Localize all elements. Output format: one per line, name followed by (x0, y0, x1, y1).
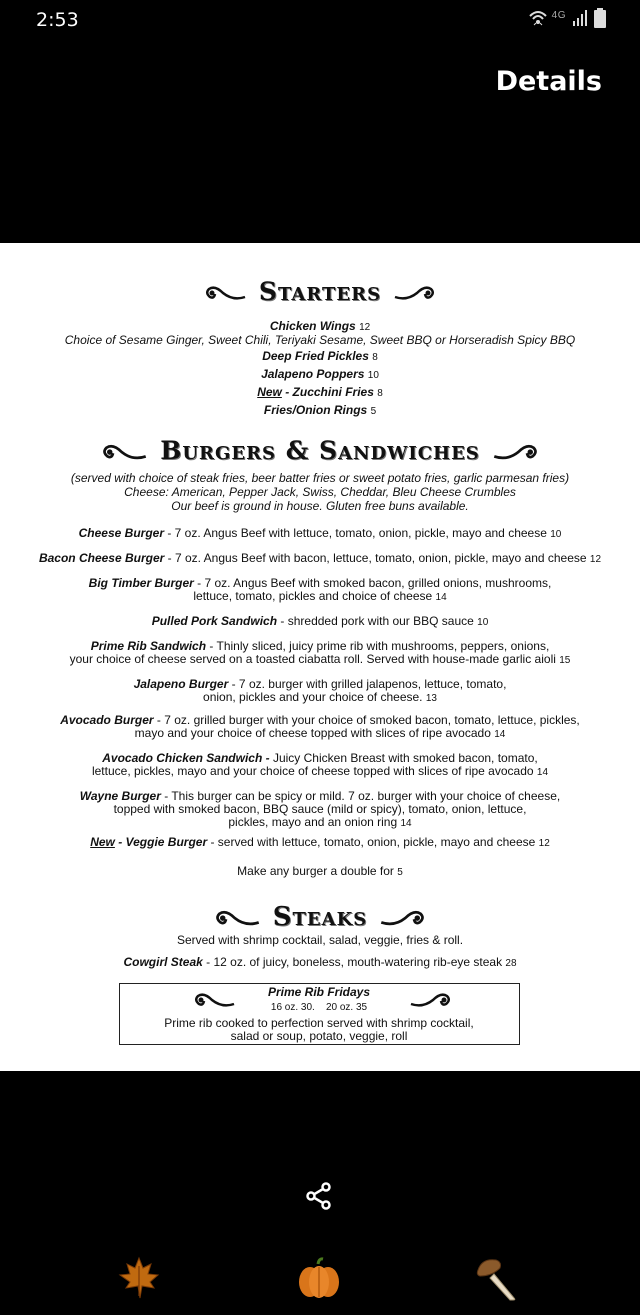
right-scroll-ornament (492, 439, 538, 463)
jalapeno-burger-item: Jalapeno Burger - 7 oz. burger with grilled jalapenos, lettuce, tomato, (133, 677, 507, 691)
prime-rib-fridays-prices: 16 oz. 30. 20 oz. 35 (270, 1002, 368, 1013)
chicken-wings-item: Chicken Wings 12 (269, 319, 371, 333)
deep-fried-pickles-item: Deep Fried Pickles 8 (262, 349, 378, 363)
mushroom-icon[interactable] (474, 1256, 520, 1307)
avocado-burger-item: Avocado Burger - 7 oz. grilled burger with your choice of smoked bacon, tomato, lettuce, pickles, (60, 713, 580, 727)
prime-rib-fridays-box (119, 983, 520, 1045)
left-scroll-ornament (215, 905, 261, 929)
battery-icon (594, 8, 606, 33)
big-timber-burger-desc: lettuce, tomato, pickles and choice of cheese 14 (193, 589, 447, 603)
pulled-pork-item: Pulled Pork Sandwich - shredded pork with our BBQ sauce 10 (151, 614, 489, 628)
wayne-burger-item: Wayne Burger - This burger can be spicy or mild. 7 oz. burger with your choice of cheese, (79, 789, 561, 803)
left-scroll-ornament (102, 439, 148, 463)
veggie-burger-item: New - Veggie Burger - served with lettuce, tomato, onion, pickle, mayo and cheese 12 (90, 835, 550, 849)
sides-note: (served with choice of steak fries, beer batter fries or sweet potato fries, garlic parmesan fries) (70, 471, 570, 485)
left-scroll-ornament (205, 281, 247, 303)
steaks-title: Steaks (272, 902, 368, 932)
avocado-burger-desc: mayo and your choice of cheese topped with slices of ripe avocado 14 (134, 726, 506, 740)
prime-rib-fridays-desc-end: salad or soup, potato, veggie, roll (230, 1029, 408, 1043)
cowgirl-steak-item: Cowgirl Steak - 12 oz. of juicy, boneless, mouth-watering rib-eye steak 28 (123, 955, 517, 969)
share-icon (305, 1182, 333, 1210)
avocado-chicken-item: Avocado Chicken Sandwich - Juicy Chicken Breast with smoked bacon, tomato, (102, 751, 538, 765)
share-button[interactable] (305, 1182, 333, 1215)
wing-sauces-text: Choice of Sesame Ginger, Sweet Chili, Teriyaki Sesame, Sweet BBQ or Horseradish Spicy BBQ (64, 333, 576, 347)
zucchini-fries-item: New - Zucchini Fries 8 (257, 385, 383, 399)
wayne-burger-desc-end: pickles, mayo and an onion ring 14 (228, 815, 412, 829)
network-type: 4G (551, 9, 566, 21)
starters-title: Starters (258, 277, 382, 306)
maple-leaf-icon[interactable] (118, 1256, 160, 1305)
big-timber-burger-item: Big Timber Burger - 7 oz. Angus Beef with smoked bacon, grilled onions, mushrooms, (88, 576, 552, 590)
make-double-note: Make any burger a double for 5 (237, 864, 403, 878)
jalapeno-burger-desc: onion, pickles and your choice of cheese. 13 (203, 690, 437, 704)
menu-image[interactable] (0, 243, 640, 1071)
cheese-note: Cheese: American, Pepper Jack, Swiss, Cheddar, Bleu Cheese Crumbles (124, 485, 516, 499)
burgers-heading (0, 436, 640, 465)
jalapeno-poppers-item: Jalapeno Poppers 10 (261, 367, 379, 381)
status-bar (0, 0, 640, 40)
prime-rib-sandwich-desc: your choice of cheese served on a toasted ciabatta roll. Served with house-made garlic aioli 15 (69, 652, 571, 666)
starters-heading (0, 277, 640, 306)
fries-onion-rings-item: Fries/Onion Rings 5 (263, 403, 377, 417)
bacon-cheese-burger-item: Bacon Cheese Burger - 7 oz. Angus Beef with bacon, lettuce, tomato, onion, pickle, mayo and cheese 12 (38, 551, 602, 565)
wayne-burger-desc: topped with smoked bacon, BBQ sauce (mild or spicy), tomato, onion, lettuce, (113, 802, 527, 816)
details-title: Details (495, 66, 602, 97)
pumpkin-icon[interactable] (296, 1256, 342, 1305)
wifi-icon (528, 8, 548, 33)
right-scroll-ornament (379, 905, 425, 929)
status-icons (528, 7, 606, 33)
status-time: 2:53 (36, 9, 79, 31)
prime-rib-sandwich-item: Prime Rib Sandwich - Thinly sliced, juicy prime rib with mushrooms, peppers, onions, (90, 639, 550, 653)
right-scroll-ornament (393, 281, 435, 303)
burgers-title: Burgers & Sandwiches (160, 436, 480, 465)
cheese-burger-item: Cheese Burger - 7 oz. Angus Beef with lettuce, tomato, onion, pickle, mayo and cheese 10 (78, 526, 562, 540)
signal-icon (572, 9, 588, 32)
prime-rib-fridays-desc: Prime rib cooked to perfection served with shrimp cocktail, (164, 1016, 474, 1030)
beef-note: Our beef is ground in house. Gluten free buns available. (171, 499, 469, 513)
prime-rib-fridays-title: Prime Rib Fridays (267, 985, 371, 999)
steaks-served-with: Served with shrimp cocktail, salad, veggie, fries & roll. (176, 933, 464, 947)
steaks-heading (0, 902, 640, 932)
avocado-chicken-desc: lettuce, pickles, mayo and your choice of cheese topped with slices of ripe avocado 14 (91, 764, 549, 778)
